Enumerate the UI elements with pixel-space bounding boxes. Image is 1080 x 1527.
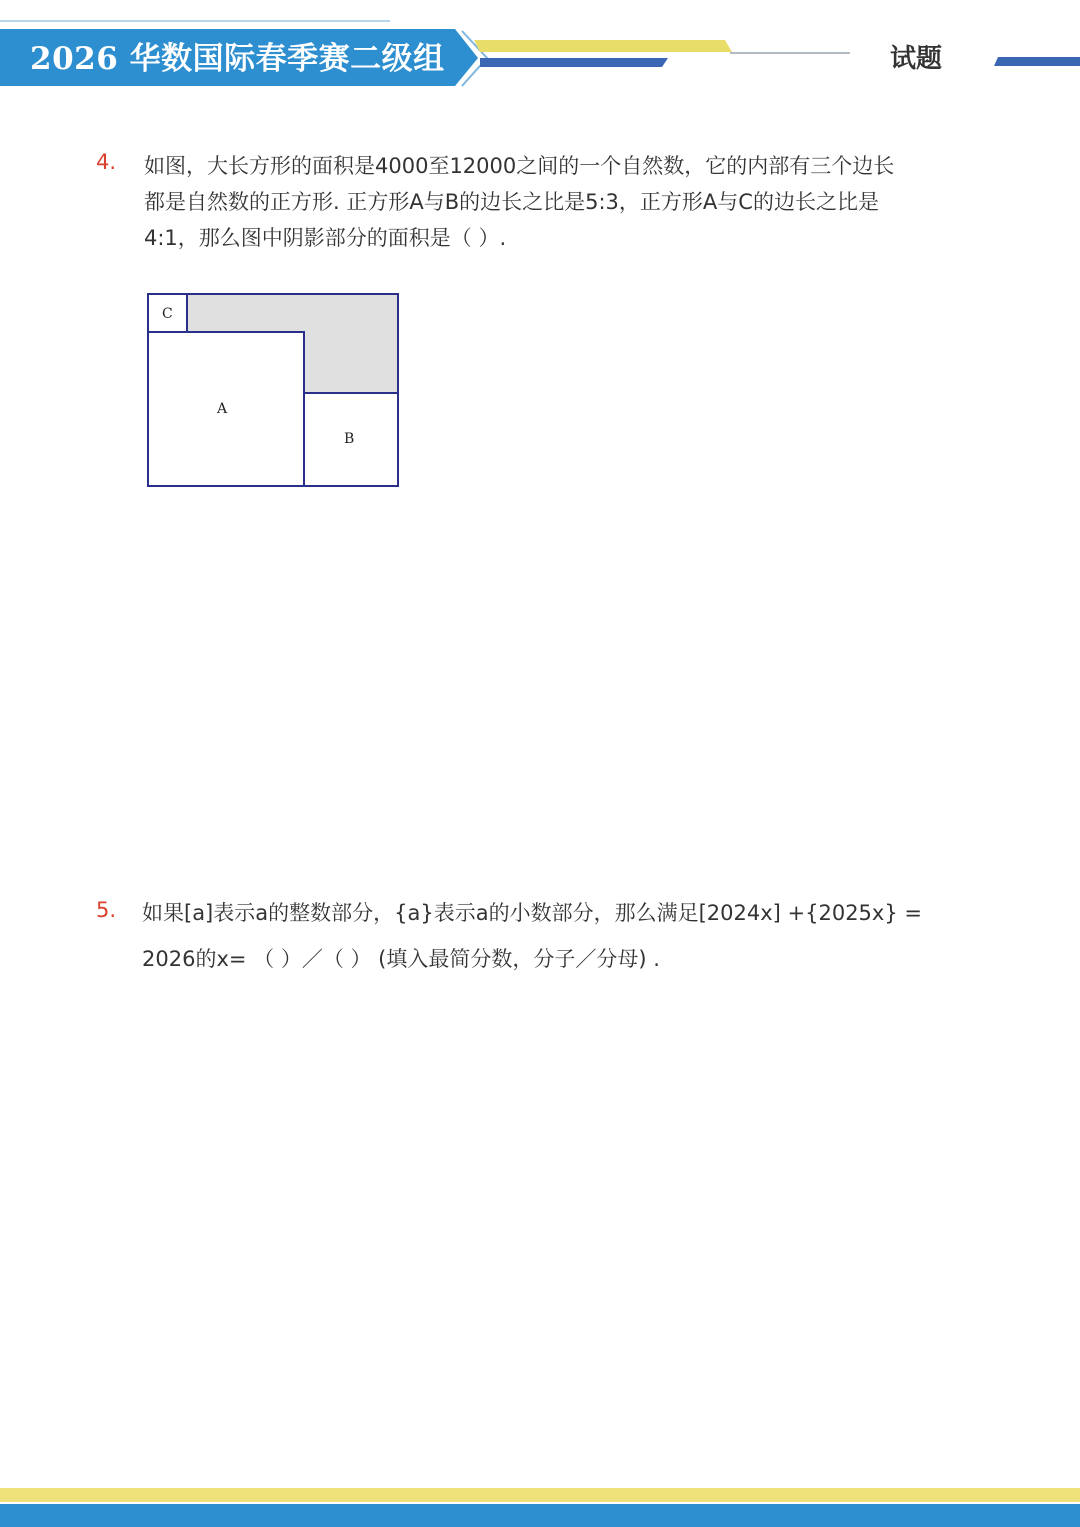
- label-c: C: [162, 306, 173, 322]
- question-5: [96, 890, 936, 990]
- question-line: 都是自然数的正方形. 正方形A与B的边长之比是5:3，正方形A与C的边长之比是: [144, 190, 879, 214]
- question-4-figure: [146, 292, 402, 490]
- footer-blue-band: [0, 1504, 1080, 1527]
- figure-diagram: [146, 292, 402, 490]
- footer-yellow-band: [0, 1488, 1080, 1502]
- question-line: 4:1，那么图中阴影部分的面积是（ ）.: [144, 226, 507, 250]
- yellow-stripe: [474, 40, 732, 52]
- question-text: [142, 890, 932, 982]
- blue-stripe: [480, 58, 668, 67]
- question-line: 如图，大长方形的面积是4000至12000之间的一个自然数，它的内部有三个边长: [144, 154, 895, 178]
- question-number: 4.: [96, 150, 117, 174]
- question-4: [96, 148, 936, 258]
- question-line: 2026的x= （ ）／（ ） (填入最简分数，分子／分母) .: [142, 947, 660, 971]
- page-header: [0, 0, 1080, 100]
- label-a: A: [217, 401, 228, 417]
- question-text: [144, 148, 934, 256]
- question-line: 如果[a]表示a的整数部分，{a}表示a的小数部分，那么满足[2024x] +{2025x} =: [142, 901, 922, 925]
- question-number: 5.: [96, 898, 117, 922]
- right-blue-bar: [994, 57, 1080, 66]
- label-b: B: [344, 431, 355, 447]
- exam-title: 2026 华数国际春季赛二级组: [30, 41, 445, 77]
- page-label: 试题: [890, 44, 943, 74]
